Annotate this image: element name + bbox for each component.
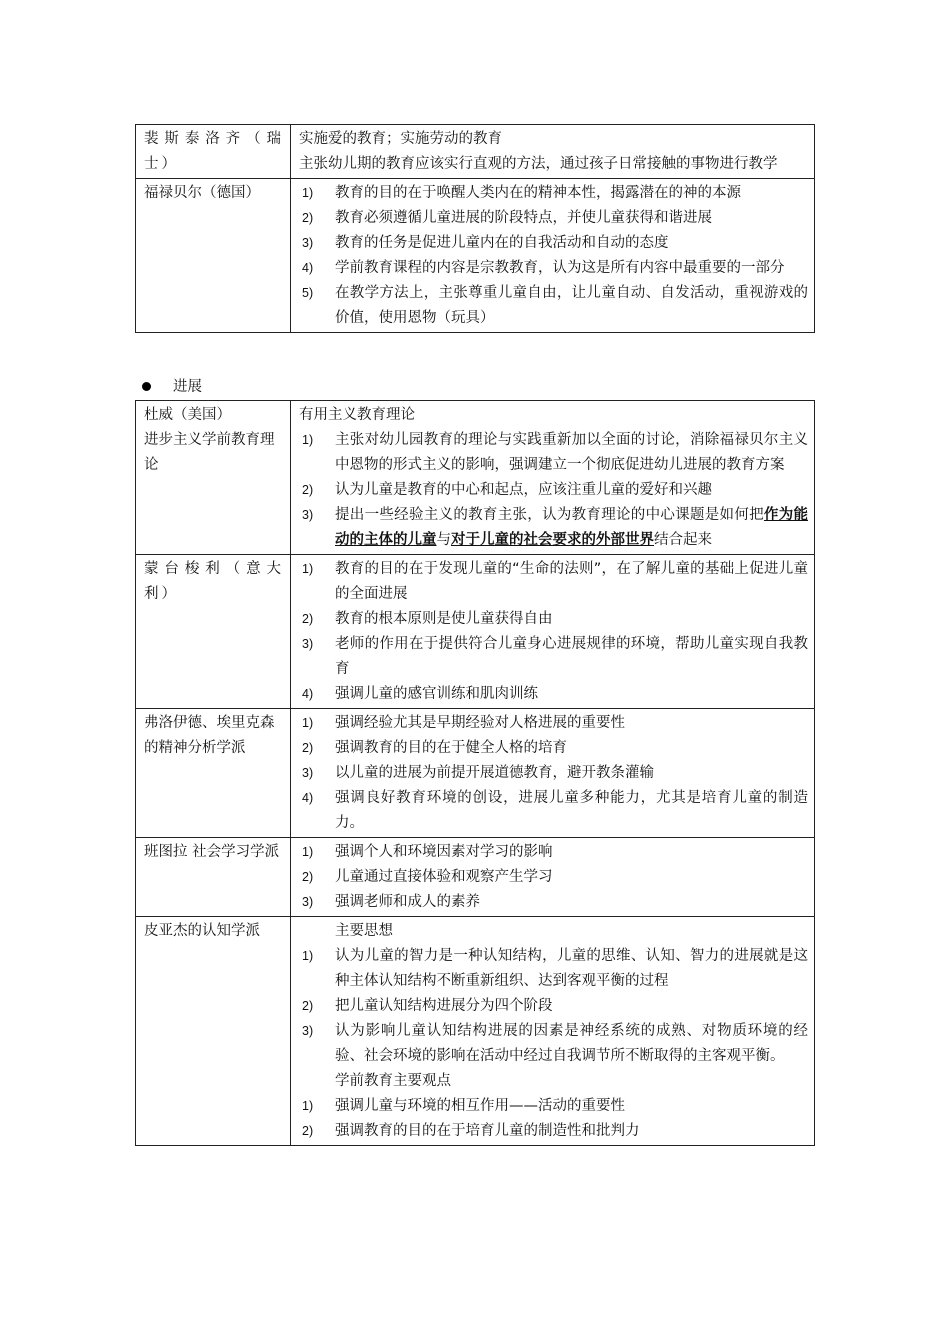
list-item [299,711,808,736]
educator-name-bandura: 班图拉 社会学习学派 [136,838,291,917]
educator-content [291,709,815,838]
item-text: 教育必须遵循儿童进展的阶段特点，并使儿童获得和谐进展 [335,210,712,226]
table-row [136,838,815,917]
item-number: 2) [302,211,314,225]
section-heading: 进展 [173,379,202,395]
item-text: 把儿童认知结构进展分为四个阶段 [335,998,553,1014]
item-text-mid: 与 [436,532,451,548]
item-text: 教育的目的在于唤醒人类内在的精神本性，揭露潜在的神的本源 [335,185,741,201]
item-number: 1) [302,845,314,859]
list-item [299,256,808,281]
item-text: 儿童通过直接体验和观察产生学习 [335,869,553,885]
list-item [299,736,808,761]
list-item [299,994,808,1019]
item-number: 5) [302,286,314,300]
item-text: 认为影响儿童认知结构进展的因素是神经系统的成熟、对物质环境的经验、社会环境的影响在活动中经过自我调节所不断取得的主客观平衡。 [335,1023,808,1064]
item-text: 老师的作用在于提供符合儿童身心进展规律的环境，帮助儿童实现自我教育 [335,636,808,677]
list-item [299,890,808,915]
list-item [299,632,808,682]
item-text: 主张对幼儿园教育的理论与实践重新加以全面的讨论，消除福禄贝尔主义中恩物的形式主义的影响，强调建立一个彻底促进幼儿进展的教育方案 [335,432,808,473]
item-text-post: 结合起来 [654,532,712,548]
educator-name-montessori: 蒙台梭利（意大利） [136,555,291,709]
item-text: 强调教育的目的在于培育儿童的制造性和批判力 [335,1123,640,1139]
item-text: 教育的目的在于发现儿童的“生命的法则”，在了解儿童的基础上促进儿童的全面进展 [335,561,808,602]
item-number: 1) [302,1099,314,1113]
educator-content [291,125,815,179]
list-item [299,428,808,478]
item-number: 2) [302,1124,314,1138]
table-row [136,555,815,709]
content-title: 有用主义教育理论 [299,407,415,423]
item-text: 认为儿童的智力是一种认知结构，儿童的思维、认知、智力的进展就是这种主体认知结构不断重新组织、达到客观平衡的过程 [335,948,808,989]
educators-table-1 [135,124,815,333]
educator-name-line: 杜威（美国） [144,407,231,423]
subheading: 学前教育主要观点 [335,1073,451,1089]
list-item [299,607,808,632]
list-item [299,281,808,331]
educator-content [291,917,815,1146]
list-item [299,206,808,231]
item-text-pre: 提出一些经验主义的教育主张，认为教育理论的中心课题是如何把 [335,507,764,523]
list-item [299,231,808,256]
list-item [299,761,808,786]
item-number: 1) [302,433,314,447]
list-item [299,682,808,707]
item-text: 强调良好教育环境的创设，进展儿童多种能力，尤其是培育儿童的制造力。 [335,790,808,831]
subheading: 主要思想 [335,923,393,939]
educator-name-pestalozzi: 裴斯泰洛齐（瑞士） [136,125,291,179]
educator-content [291,555,815,709]
table-row [136,125,815,179]
emphasis-text: 作为能动的主体的儿童 [335,507,809,548]
table-row [136,709,815,838]
content-line: 主张幼儿期的教育应该实行直观的方法，通过孩子日常接触的事物进行教学 [299,156,778,172]
educator-content [291,179,815,333]
educator-name-froebel: 福禄贝尔（德国） [136,179,291,333]
content-line: 实施爱的教育；实施劳动的教育 [299,131,502,147]
list-item [299,478,808,503]
item-text: 在教学方法上，主张尊重儿童自由，让儿童自动、自发活动，重视游戏的价值，使用恩物（玩具） [335,285,808,326]
item-number: 3) [302,766,314,780]
item-number: 1) [302,562,314,576]
item-text: 强调个人和环境因素对学习的影响 [335,844,553,860]
item-number: 4) [302,261,314,275]
item-number: 3) [302,895,314,909]
item-number: 2) [302,612,314,626]
list-item [299,1094,808,1119]
bullet-dot-icon [142,382,151,391]
table-row [136,917,815,1146]
emphasis-text: 对于儿童的社会要求的外部世界 [451,532,654,548]
list-item [299,944,808,994]
list-item [299,865,808,890]
item-number: 4) [302,687,314,701]
item-number: 2) [302,999,314,1013]
educators-table-2 [135,400,815,1146]
item-number: 1) [302,716,314,730]
list-item [299,557,808,607]
item-number: 3) [302,236,314,250]
item-text: 强调儿童与环境的相互作用——活动的重要性 [335,1098,625,1114]
item-number: 3) [302,1024,314,1038]
section-bullet [142,375,202,400]
item-number: 2) [302,870,314,884]
item-number: 1) [302,949,314,963]
list-item [299,1019,808,1069]
educator-name-dewey [136,401,291,555]
list-item [299,181,808,206]
item-text: 强调儿童的感官训练和肌肉训练 [335,686,538,702]
table-row [136,401,815,555]
list-item [299,1119,808,1144]
table-row [136,179,815,333]
list-item [299,503,808,553]
item-text: 强调教育的目的在于健全人格的培育 [335,740,567,756]
item-number: 2) [302,483,314,497]
item-text: 认为儿童是教育的中心和起点，应该注重儿童的爱好和兴趣 [335,482,712,498]
item-number: 3) [302,508,314,522]
item-number: 1) [302,186,314,200]
item-text: 强调经验尤其是早期经验对人格进展的重要性 [335,715,625,731]
item-text: 学前教育课程的内容是宗教教育，认为这是所有内容中最重要的一部分 [335,260,785,276]
list-item [299,840,808,865]
item-text: 以儿童的进展为前提开展道德教育，避开教条灌输 [335,765,654,781]
item-text: 强调老师和成人的素养 [335,894,480,910]
item-number: 3) [302,637,314,651]
item-number: 4) [302,791,314,805]
item-text: 教育的根本原则是使儿童获得自由 [335,611,553,627]
educator-name-line: 进步主义学前教育理论 [144,432,275,473]
educator-content [291,838,815,917]
list-item [299,786,808,836]
educator-name-piaget: 皮亚杰的认知学派 [136,917,291,1146]
educator-name-freud: 弗洛伊德、埃里克森的精神分析学派 [136,709,291,838]
item-number: 2) [302,741,314,755]
item-text: 教育的任务是促进儿童内在的自我活动和自动的态度 [335,235,669,251]
educator-content [291,401,815,555]
